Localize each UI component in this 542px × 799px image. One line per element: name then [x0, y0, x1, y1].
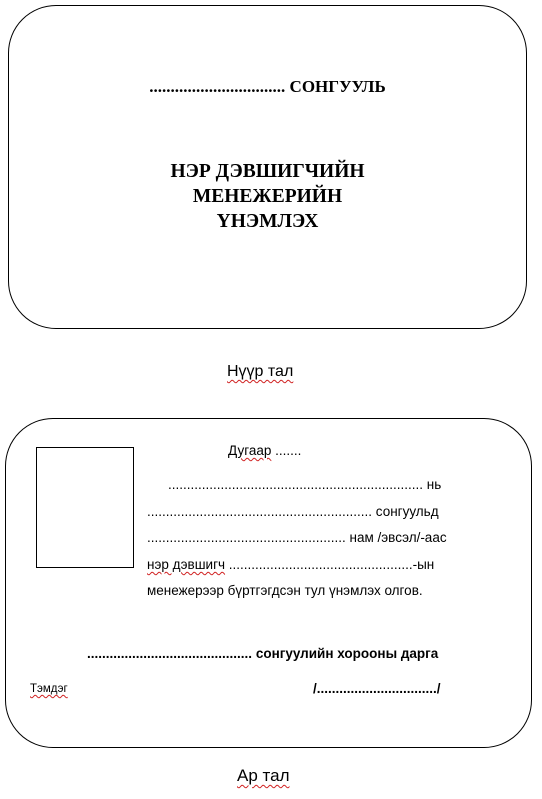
signature-dots: ............................................	[87, 646, 253, 661]
certificate-number	[228, 443, 301, 458]
back-side-caption: Ар тал	[237, 766, 290, 785]
candidate-label: нэр дэвшигч	[147, 557, 226, 572]
stamp-label: Тэмдэг	[30, 683, 68, 695]
title-line-2: МЕНЕЖЕРИЙН	[192, 186, 343, 207]
number-dots: .......	[271, 443, 302, 458]
party-line: ..................................................... нам /эвсэл/-аас	[147, 530, 447, 545]
candidate-line	[147, 557, 434, 572]
front-card	[8, 5, 527, 329]
registration-statement: менежерээр бүртгэгдсэн тул үнэмлэх олгов.	[147, 583, 423, 598]
candidate-dots: .................................................-ын	[225, 557, 435, 572]
number-label: Дугаар	[228, 443, 272, 458]
front-side-caption: Нүүр тал	[227, 363, 294, 380]
holder-name-line: .................................................................... нь	[168, 477, 442, 492]
title-line-1: НЭР ДЭВШИГЧИЙН	[170, 161, 365, 182]
title-line-3: ҮНЭМЛЭХ	[216, 211, 319, 232]
election-name-line: ................................ СОНГУУЛЬ	[149, 77, 386, 96]
signature-title: сонгуулийн хорооны дарга	[255, 646, 439, 661]
signer-name-slot: /................................/	[313, 681, 441, 696]
election-line: ............................................................ сонгуульд	[147, 504, 439, 519]
signature-line	[87, 646, 438, 661]
photo-placeholder	[36, 447, 134, 568]
